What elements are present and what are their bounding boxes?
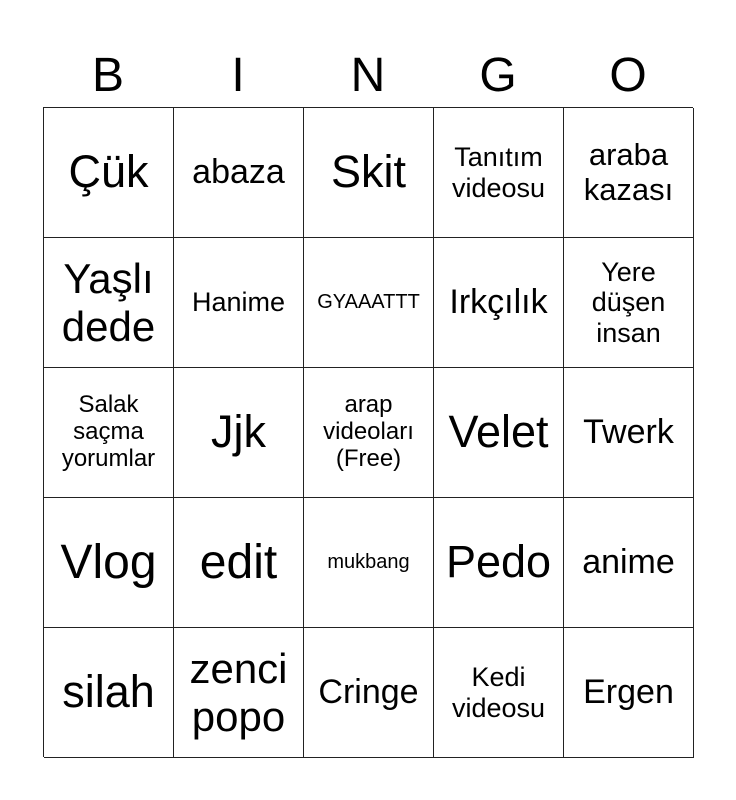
cell-label: mukbang (327, 551, 410, 574)
cell-label: Jjk (211, 406, 266, 458)
bingo-cell-r3-c2[interactable] (174, 368, 304, 498)
header-letter-i: I (231, 49, 245, 102)
cell-label: arap videoları (Free) (323, 391, 414, 472)
header-letter-o: O (609, 49, 647, 102)
bingo-cell-r1-c2[interactable] (174, 108, 304, 238)
cell-label: Yaşlı dede (61, 255, 156, 350)
cell-label: Pedo (445, 536, 552, 588)
cell-label: Salak saçma yorumlar (61, 391, 156, 472)
cell-label: Tanıtım videosu (451, 142, 546, 203)
bingo-cell-r4-c5[interactable] (564, 498, 694, 628)
cell-label: Velet (448, 406, 549, 458)
bingo-cell-r5-c5[interactable] (564, 628, 694, 758)
bingo-cell-r2-c2[interactable] (174, 238, 304, 368)
cell-label: Çük (68, 146, 149, 198)
bingo-header (43, 48, 693, 104)
bingo-cell-r3-c3[interactable] (304, 368, 434, 498)
bingo-cell-r5-c2[interactable] (174, 628, 304, 758)
bingo-cell-r1-c5[interactable] (564, 108, 694, 238)
cell-label: Twerk (583, 413, 674, 452)
bingo-cell-r2-c4[interactable] (434, 238, 564, 368)
header-letter-n: N (350, 49, 386, 102)
bingo-cell-r4-c4[interactable] (434, 498, 564, 628)
cell-label: Ergen (583, 673, 674, 712)
bingo-cell-r2-c1[interactable] (44, 238, 174, 368)
cell-label: Hanime (191, 287, 286, 318)
header-letter-b: B (91, 49, 124, 102)
bingo-board (43, 107, 693, 757)
cell-label: Vlog (60, 535, 157, 589)
bingo-cell-r3-c5[interactable] (564, 368, 694, 498)
bingo-cell-r5-c4[interactable] (434, 628, 564, 758)
cell-label: Kedi videosu (451, 662, 546, 723)
cell-label: Cringe (318, 673, 419, 712)
bingo-cell-r5-c3[interactable] (304, 628, 434, 758)
header-letter-g: G (479, 49, 517, 102)
cell-label: GYAAATTT (317, 291, 420, 314)
cell-label: Yere düşen insan (591, 257, 666, 348)
cell-label: Irkçılık (449, 283, 548, 322)
cell-label: zenci popo (189, 645, 288, 740)
bingo-cell-r3-c1[interactable] (44, 368, 174, 498)
cell-label: anime (582, 543, 675, 582)
bingo-cell-r2-c3[interactable] (304, 238, 434, 368)
cell-label: silah (62, 666, 155, 718)
bingo-cell-r4-c3[interactable] (304, 498, 434, 628)
bingo-cell-r3-c4[interactable] (434, 368, 564, 498)
cell-label: araba kazası (583, 136, 674, 207)
bingo-cell-r1-c4[interactable] (434, 108, 564, 238)
bingo-cell-r4-c1[interactable] (44, 498, 174, 628)
bingo-cell-r1-c1[interactable] (44, 108, 174, 238)
cell-label: abaza (192, 153, 285, 192)
bingo-cell-r2-c5[interactable] (564, 238, 694, 368)
bingo-cell-r5-c1[interactable] (44, 628, 174, 758)
cell-label: Skit (330, 146, 406, 198)
bingo-cell-r4-c2[interactable] (174, 498, 304, 628)
bingo-cell-r1-c3[interactable] (304, 108, 434, 238)
cell-label: edit (199, 535, 278, 589)
